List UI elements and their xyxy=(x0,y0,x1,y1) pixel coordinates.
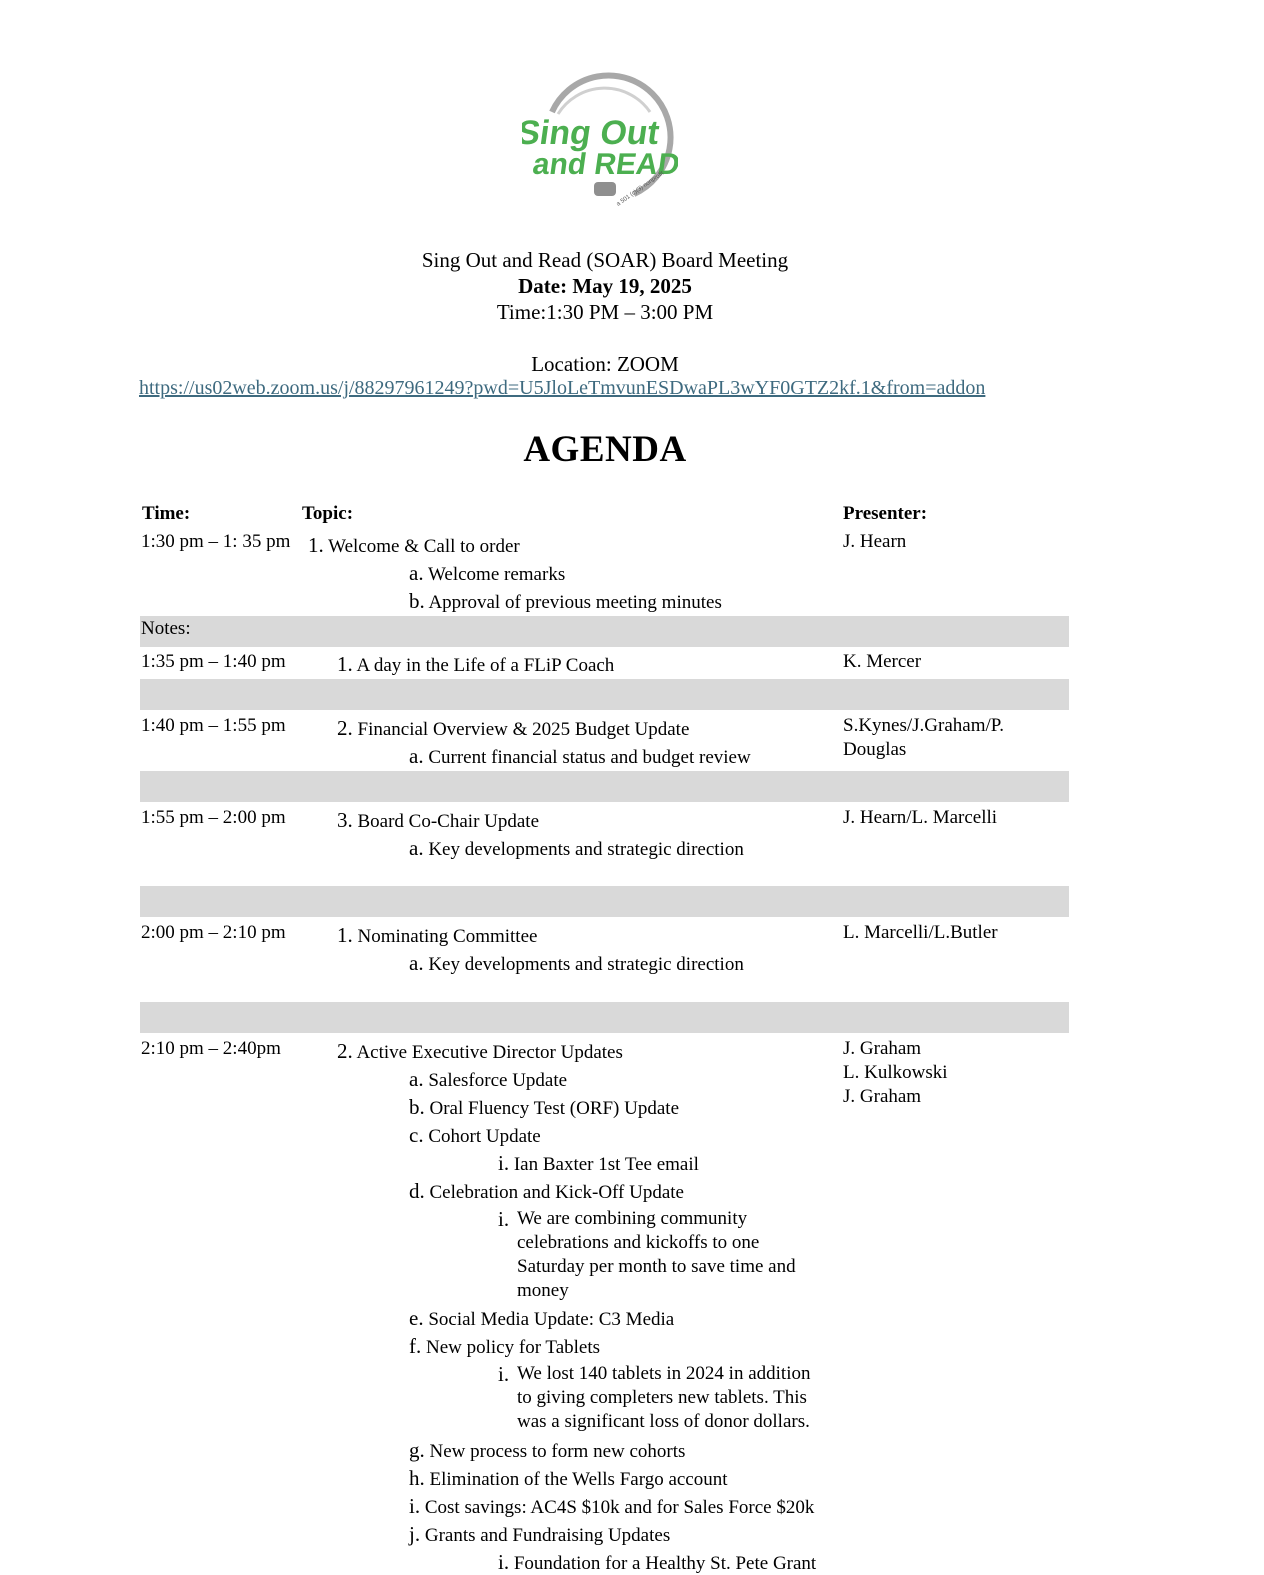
row-time: 1:40 pm – 1:55 pm xyxy=(141,715,286,736)
sing-out-and-read-logo xyxy=(522,72,678,212)
sub-item xyxy=(409,1466,728,1491)
sub-item-text: Oral Fluency Test (ORF) Update xyxy=(429,1098,679,1119)
notes-bar xyxy=(140,886,1069,917)
row-presenter: L. Marcelli/L.Butler xyxy=(843,922,998,943)
row-presenter: J. Hearn/L. Marcelli xyxy=(843,807,998,828)
zoom-link[interactable]: https://us02web.zoom.us/j/88297961249?pwd=U5JloLeTmvunESDwaPL3wYF0GTZ2kf.1&from=addon xyxy=(139,377,986,399)
sub-item-text-line: We lost 140 tablets in 2024 in addition xyxy=(517,1363,811,1384)
sub-item-letter: j. xyxy=(409,1522,421,1546)
item-text: Financial Overview & 2025 Budget Update xyxy=(357,719,690,740)
topic-item xyxy=(337,716,689,741)
sub-item xyxy=(409,1494,814,1519)
sub-item-letter: a. xyxy=(409,1067,424,1091)
sub-item-letter: i. xyxy=(498,1550,510,1574)
sub-item-text: Salesforce Update xyxy=(428,1070,568,1091)
sub-item-text: Cohort Update xyxy=(428,1126,541,1147)
sub-item xyxy=(409,1123,541,1148)
presenter-column-header: Presenter: xyxy=(843,503,928,524)
row-time: 2:00 pm – 2:10 pm xyxy=(141,922,286,943)
sub-item-letter: a. xyxy=(409,836,424,860)
agenda-title: AGENDA xyxy=(523,429,687,470)
sub-item-letter: a. xyxy=(409,951,424,975)
topic-item xyxy=(337,1039,623,1064)
row-presenter: J. Graham xyxy=(843,1086,922,1107)
sub-item-letter: e. xyxy=(409,1306,424,1330)
row-time: 1:30 pm – 1: 35 pm xyxy=(141,531,291,552)
sub-sub-item xyxy=(498,1550,816,1575)
sub-item-text-line: was a significant loss of donor dollars. xyxy=(517,1411,810,1432)
sub-item-text: Current financial status and budget review xyxy=(428,747,751,768)
sub-item xyxy=(409,1438,685,1463)
sub-item xyxy=(409,589,722,614)
row-time: 1:35 pm – 1:40 pm xyxy=(141,651,286,672)
sub-item-letter: a. xyxy=(409,744,424,768)
notes-bar xyxy=(140,771,1069,802)
sub-item-text: Elimination of the Wells Fargo account xyxy=(429,1469,728,1490)
sub-item-text-line: to giving completers new tablets. This xyxy=(517,1387,807,1408)
sub-item xyxy=(409,836,744,861)
item-text: Board Co-Chair Update xyxy=(357,811,540,832)
sub-sub-item xyxy=(517,1362,810,1434)
time-column-header: Time: xyxy=(142,503,191,524)
sub-item-text: Key developments and strategic direction xyxy=(428,839,744,860)
sub-sub-item-number: i. xyxy=(498,1207,510,1231)
sub-item-letter: c. xyxy=(409,1123,424,1147)
sub-item-letter: b. xyxy=(409,1095,425,1119)
sub-item-text-line: celebrations and kickoffs to one xyxy=(517,1232,760,1253)
row-presenter-list xyxy=(843,1037,948,1109)
sub-item xyxy=(409,1522,670,1547)
item-text: A day in the Life of a FLiP Coach xyxy=(356,655,615,676)
sub-item xyxy=(409,951,744,976)
sub-item xyxy=(409,1179,684,1204)
row-presenter: J. Graham xyxy=(843,1038,922,1059)
logo-tagline: a 501 (c)(3) nonprofit xyxy=(615,170,666,208)
item-number: 1. xyxy=(308,533,324,557)
sub-item-text: Key developments and strategic direction xyxy=(428,954,744,975)
item-text: Active Executive Director Updates xyxy=(356,1042,623,1063)
sub-item-text: Social Media Update: C3 Media xyxy=(428,1309,675,1330)
meeting-title: Sing Out and Read (SOAR) Board Meeting xyxy=(421,248,789,272)
meeting-time: Time:1:30 PM – 3:00 PM xyxy=(496,300,714,324)
sub-item-text: Celebration and Kick-Off Update xyxy=(429,1182,684,1203)
sub-item xyxy=(409,744,751,769)
sub-item-text: Grants and Fundraising Updates xyxy=(424,1525,671,1546)
sub-item-text: Approval of previous meeting minutes xyxy=(428,592,722,613)
row-presenter: K. Mercer xyxy=(843,651,922,672)
sub-item-text-line: We are combining community xyxy=(517,1208,748,1229)
sub-item-letter: i. xyxy=(498,1151,510,1175)
item-text: Nominating Committee xyxy=(357,926,538,947)
sub-item-letter: d. xyxy=(409,1179,425,1203)
row-presenter: J. Hearn xyxy=(843,531,907,552)
sub-item-letter: b. xyxy=(409,589,425,613)
row-presenter: L. Kulkowski xyxy=(843,1062,948,1083)
item-number: 2. xyxy=(337,1039,353,1063)
sub-item xyxy=(409,1334,600,1359)
sub-item xyxy=(409,1067,567,1092)
sub-item-text: Ian Baxter 1st Tee email xyxy=(513,1154,699,1175)
row-time: 1:55 pm – 2:00 pm xyxy=(141,807,286,828)
sub-item-text: New process to form new cohorts xyxy=(429,1441,686,1462)
sub-item-letter: a. xyxy=(409,561,424,585)
item-number: 1. xyxy=(337,652,353,676)
topic-column-header: Topic: xyxy=(302,503,354,524)
row-time: 2:10 pm – 2:40pm xyxy=(141,1038,281,1059)
sub-item-text: New policy for Tablets xyxy=(426,1337,601,1358)
row-presenter: S.Kynes/J.Graham/P. xyxy=(843,715,1004,736)
notes-bar xyxy=(140,1002,1069,1033)
sub-item xyxy=(409,1095,679,1120)
sub-item xyxy=(409,561,565,586)
notes-label: Notes: xyxy=(141,618,191,639)
topic-item xyxy=(308,533,520,558)
item-number: 2. xyxy=(337,716,353,740)
row-presenter: Douglas xyxy=(843,739,907,760)
sub-item-text: Welcome remarks xyxy=(428,564,566,585)
sub-item-text: Cost savings: AC4S $10k and for Sales Force $20k xyxy=(424,1497,815,1518)
notes-bar xyxy=(140,616,1069,647)
logo-line2: and READ xyxy=(530,148,678,181)
sub-sub-item xyxy=(498,1151,699,1176)
notes-bar xyxy=(140,679,1069,710)
sub-item-letter: h. xyxy=(409,1466,425,1490)
sub-item xyxy=(409,1306,674,1331)
meeting-date: Date: May 19, 2025 xyxy=(518,274,692,298)
item-number: 3. xyxy=(337,808,353,832)
logo-line1: Sing Out xyxy=(522,114,662,152)
topic-item xyxy=(337,652,614,677)
sub-item-letter: f. xyxy=(409,1334,422,1358)
meeting-location: Location: ZOOM xyxy=(531,352,679,376)
sub-item-text: Foundation for a Healthy St. Pete Grant xyxy=(513,1553,817,1574)
item-text: Welcome & Call to order xyxy=(328,536,520,557)
item-number: 1. xyxy=(337,923,353,947)
sub-sub-item-number: i. xyxy=(498,1362,510,1386)
sub-item-text-line: money xyxy=(517,1280,569,1301)
topic-item xyxy=(337,808,539,833)
sub-item-letter: g. xyxy=(409,1438,425,1462)
sub-item-letter: i. xyxy=(409,1494,421,1518)
topic-item xyxy=(337,923,537,948)
sub-item-text-line: Saturday per month to save time and xyxy=(517,1256,796,1277)
sub-sub-item xyxy=(517,1207,796,1303)
